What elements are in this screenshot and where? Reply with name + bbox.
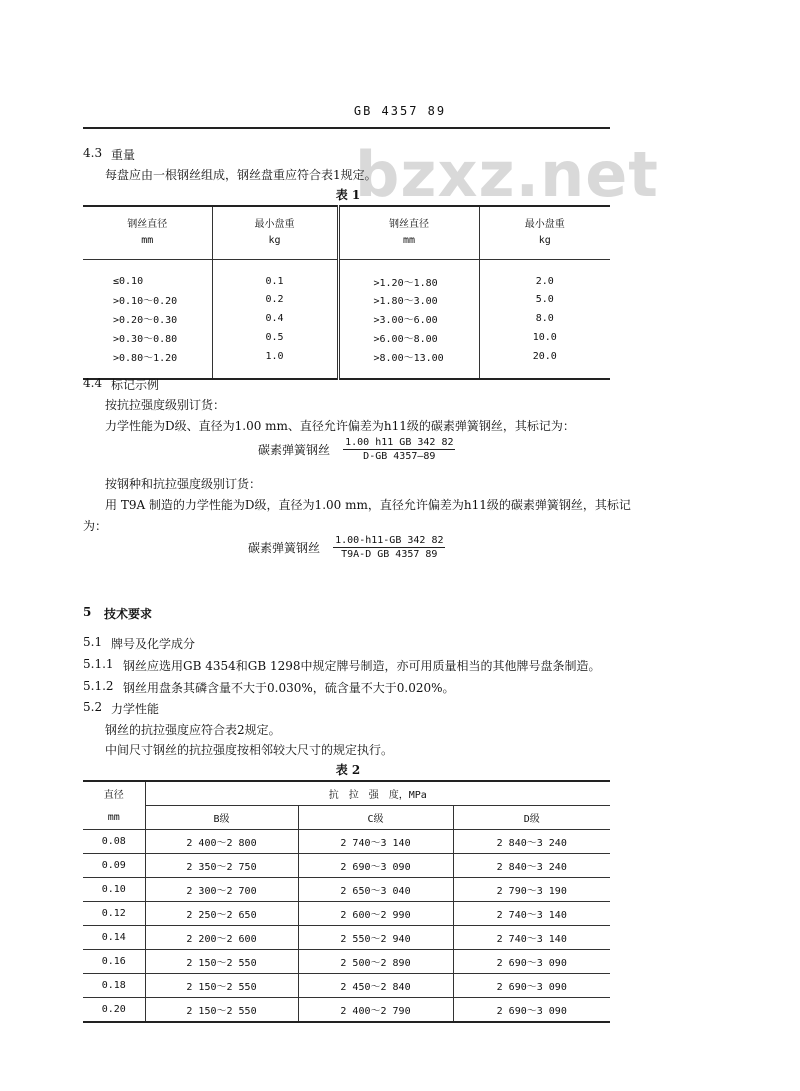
section-5-2-para: 钢丝的抗拉强度应符合表2规定。 xyxy=(105,723,281,737)
table-cell: 0.20 xyxy=(83,998,145,1023)
table-cell: 10.0 xyxy=(479,328,610,347)
table2-header-strength: 抗 拉 强 度，MPa xyxy=(145,781,610,806)
table-row xyxy=(83,830,610,854)
table-cell: >0.30～0.80 xyxy=(113,334,178,345)
table-cell: 2 740～3 140 xyxy=(298,830,453,854)
section-4-4-title: 标记示例 xyxy=(111,378,160,392)
table-row xyxy=(83,902,610,926)
table-cell: 0.16 xyxy=(83,950,145,974)
table-cell: 2 600～2 990 xyxy=(298,902,453,926)
table2 xyxy=(83,780,610,1023)
table-cell: >8.00～13.00 xyxy=(338,347,479,379)
table-cell: 2 650～3 040 xyxy=(298,878,453,902)
table-cell: 1.0 xyxy=(212,347,338,379)
marking-denominator: D-GB 4357—89 xyxy=(363,451,436,462)
section-4-3-title: 重量 xyxy=(111,148,136,162)
table-cell: 2 150～2 550 xyxy=(145,974,298,998)
table-cell: >6.00～8.00 xyxy=(338,328,479,347)
watermark: bzxz.net xyxy=(355,138,659,211)
table-row xyxy=(83,328,610,347)
marking-example-2 xyxy=(248,535,445,560)
section-4-3-text: 每盘应由一根钢丝组成，钢丝盘重应符合表1规定。 xyxy=(105,168,377,182)
section-4-4-para: 用 T9A 制造的力学性能为D级，直径为1.00 mm，直径允许偏差为h11级的碳素弹簧钢丝，其标记 xyxy=(105,498,631,512)
table-cell: 2 350～2 750 xyxy=(145,854,298,878)
marking-label: 碳素弹簧钢丝 xyxy=(248,541,321,555)
table-cell: 2 450～2 840 xyxy=(298,974,453,998)
table-cell: 2 840～3 240 xyxy=(453,830,610,854)
section-5-2-para: 中间尺寸钢丝的抗拉强度按相邻较大尺寸的规定执行。 xyxy=(105,743,394,757)
table1-header-cell: 钢丝直径 mm xyxy=(338,206,479,260)
table-cell: >0.80～1.20 xyxy=(113,353,178,364)
table1-header-row xyxy=(83,206,610,260)
table-cell: 2 200～2 600 xyxy=(145,926,298,950)
marking-fraction xyxy=(343,437,455,462)
table-cell: 2 790～3 190 xyxy=(453,878,610,902)
table-cell: 0.4 xyxy=(212,309,338,328)
table2-grade-c: C级 xyxy=(298,806,453,830)
table2-header-unit: mm xyxy=(107,811,120,823)
table-row xyxy=(83,998,610,1023)
marking-denominator: T9A-D GB 4357 89 xyxy=(341,549,438,560)
table-row xyxy=(83,950,610,974)
table-cell: 0.12 xyxy=(83,902,145,926)
table-cell: 0.08 xyxy=(83,830,145,854)
table-cell: >1.80～3.00 xyxy=(338,290,479,309)
table1-header-cell: 最小盘重 kg xyxy=(212,206,338,260)
table2-header-row xyxy=(83,781,610,806)
table-cell: 2 250～2 650 xyxy=(145,902,298,926)
table-cell: 2 690～3 090 xyxy=(453,974,610,998)
section-5-1-1-text: 钢丝应选用GB 4354和GB 1298中规定牌号制造，亦可用质量相当的其他牌号盘条制造。 xyxy=(123,659,601,673)
table1-header-cell: 钢丝直径 mm xyxy=(83,206,212,260)
table-cell: 2 300～2 700 xyxy=(145,878,298,902)
table-row xyxy=(83,926,610,950)
table-cell: 0.5 xyxy=(212,328,338,347)
table-row xyxy=(83,260,610,291)
marking-label: 碳素弹簧钢丝 xyxy=(258,443,331,457)
section-4-4-para: 按抗拉强度级别订货： xyxy=(105,398,226,412)
table-cell: 20.0 xyxy=(479,347,610,379)
section-4-4-number: 4.4 xyxy=(83,376,103,390)
table2-caption: 表 2 xyxy=(335,763,361,777)
table-cell: 0.09 xyxy=(83,854,145,878)
table1 xyxy=(83,205,610,380)
section-5-1-2-text: 钢丝用盘条其磷含量不大于0.030%，硫含量不大于0.020%。 xyxy=(123,681,455,695)
table-cell: 2 740～3 140 xyxy=(453,902,610,926)
table-cell: 0.14 xyxy=(83,926,145,950)
section-4-4-para: 力学性能为D级、直径为1.00 mm、直径允许偏差为h11级的碳素弹簧钢丝，其标记为： xyxy=(105,419,575,433)
marking-example-1 xyxy=(258,437,455,462)
table-cell: ≤0.10 xyxy=(113,275,144,287)
table1-header-cell: 最小盘重 kg xyxy=(479,206,610,260)
table-cell: 2 150～2 550 xyxy=(145,950,298,974)
section-5-2-title: 力学性能 xyxy=(111,702,160,716)
table-cell: 0.18 xyxy=(83,974,145,998)
section-5-number: 5 xyxy=(83,605,92,619)
table-cell: >0.10～0.20 xyxy=(113,296,178,307)
table-cell: 2 500～2 890 xyxy=(298,950,453,974)
table-row xyxy=(83,290,610,309)
table-cell: 5.0 xyxy=(479,290,610,309)
table-cell: >1.20～1.80 xyxy=(338,260,479,291)
table1-caption: 表 1 xyxy=(335,188,361,202)
table-cell: 2 550～2 940 xyxy=(298,926,453,950)
table-cell: >3.00～6.00 xyxy=(338,309,479,328)
section-5-1-number: 5.1 xyxy=(83,635,103,649)
table2-header-diameter: 直径 xyxy=(103,790,124,802)
table-row xyxy=(83,878,610,902)
marking-numerator: 1.00 h11 GB 342 82 xyxy=(345,437,454,448)
table-cell: 2 690～3 090 xyxy=(453,950,610,974)
table-cell: 2 150～2 550 xyxy=(145,998,298,1023)
table-row xyxy=(83,347,610,379)
document-header: GB 4357 89 xyxy=(353,104,447,118)
table-cell: 2.0 xyxy=(479,260,610,291)
table-cell: 2 400～2 800 xyxy=(145,830,298,854)
table-cell: 2 690～3 090 xyxy=(298,854,453,878)
section-5-2-number: 5.2 xyxy=(83,700,103,714)
table2-grade-d: D级 xyxy=(453,806,610,830)
table-cell: 0.2 xyxy=(212,290,338,309)
table2-grade-b: B级 xyxy=(145,806,298,830)
section-4-3-number: 4.3 xyxy=(83,146,103,160)
table-row xyxy=(83,974,610,998)
table-cell: 2 840～3 240 xyxy=(453,854,610,878)
section-5-1-title: 牌号及化学成分 xyxy=(111,637,196,651)
section-5-title: 技术要求 xyxy=(104,607,153,621)
table-cell: 0.10 xyxy=(83,878,145,902)
table-row xyxy=(83,854,610,878)
table-cell: 2 690～3 090 xyxy=(453,998,610,1023)
table-cell: 8.0 xyxy=(479,309,610,328)
table-row xyxy=(83,309,610,328)
header-rule xyxy=(83,127,610,129)
table2-subheader-row xyxy=(83,806,610,830)
marking-numerator: 1.00-h11-GB 342 82 xyxy=(335,535,444,546)
section-5-1-2-number: 5.1.2 xyxy=(83,679,114,693)
section-4-4-para: 为： xyxy=(83,519,108,533)
section-5-1-1-number: 5.1.1 xyxy=(83,657,114,671)
table-cell: 0.1 xyxy=(212,260,338,291)
table-cell: 2 740～3 140 xyxy=(453,926,610,950)
table-cell: >0.20～0.30 xyxy=(113,315,178,326)
table-cell: 2 400～2 790 xyxy=(298,998,453,1023)
marking-fraction xyxy=(333,535,445,560)
section-4-4-para: 按钢种和抗拉强度级别订货： xyxy=(105,477,262,491)
